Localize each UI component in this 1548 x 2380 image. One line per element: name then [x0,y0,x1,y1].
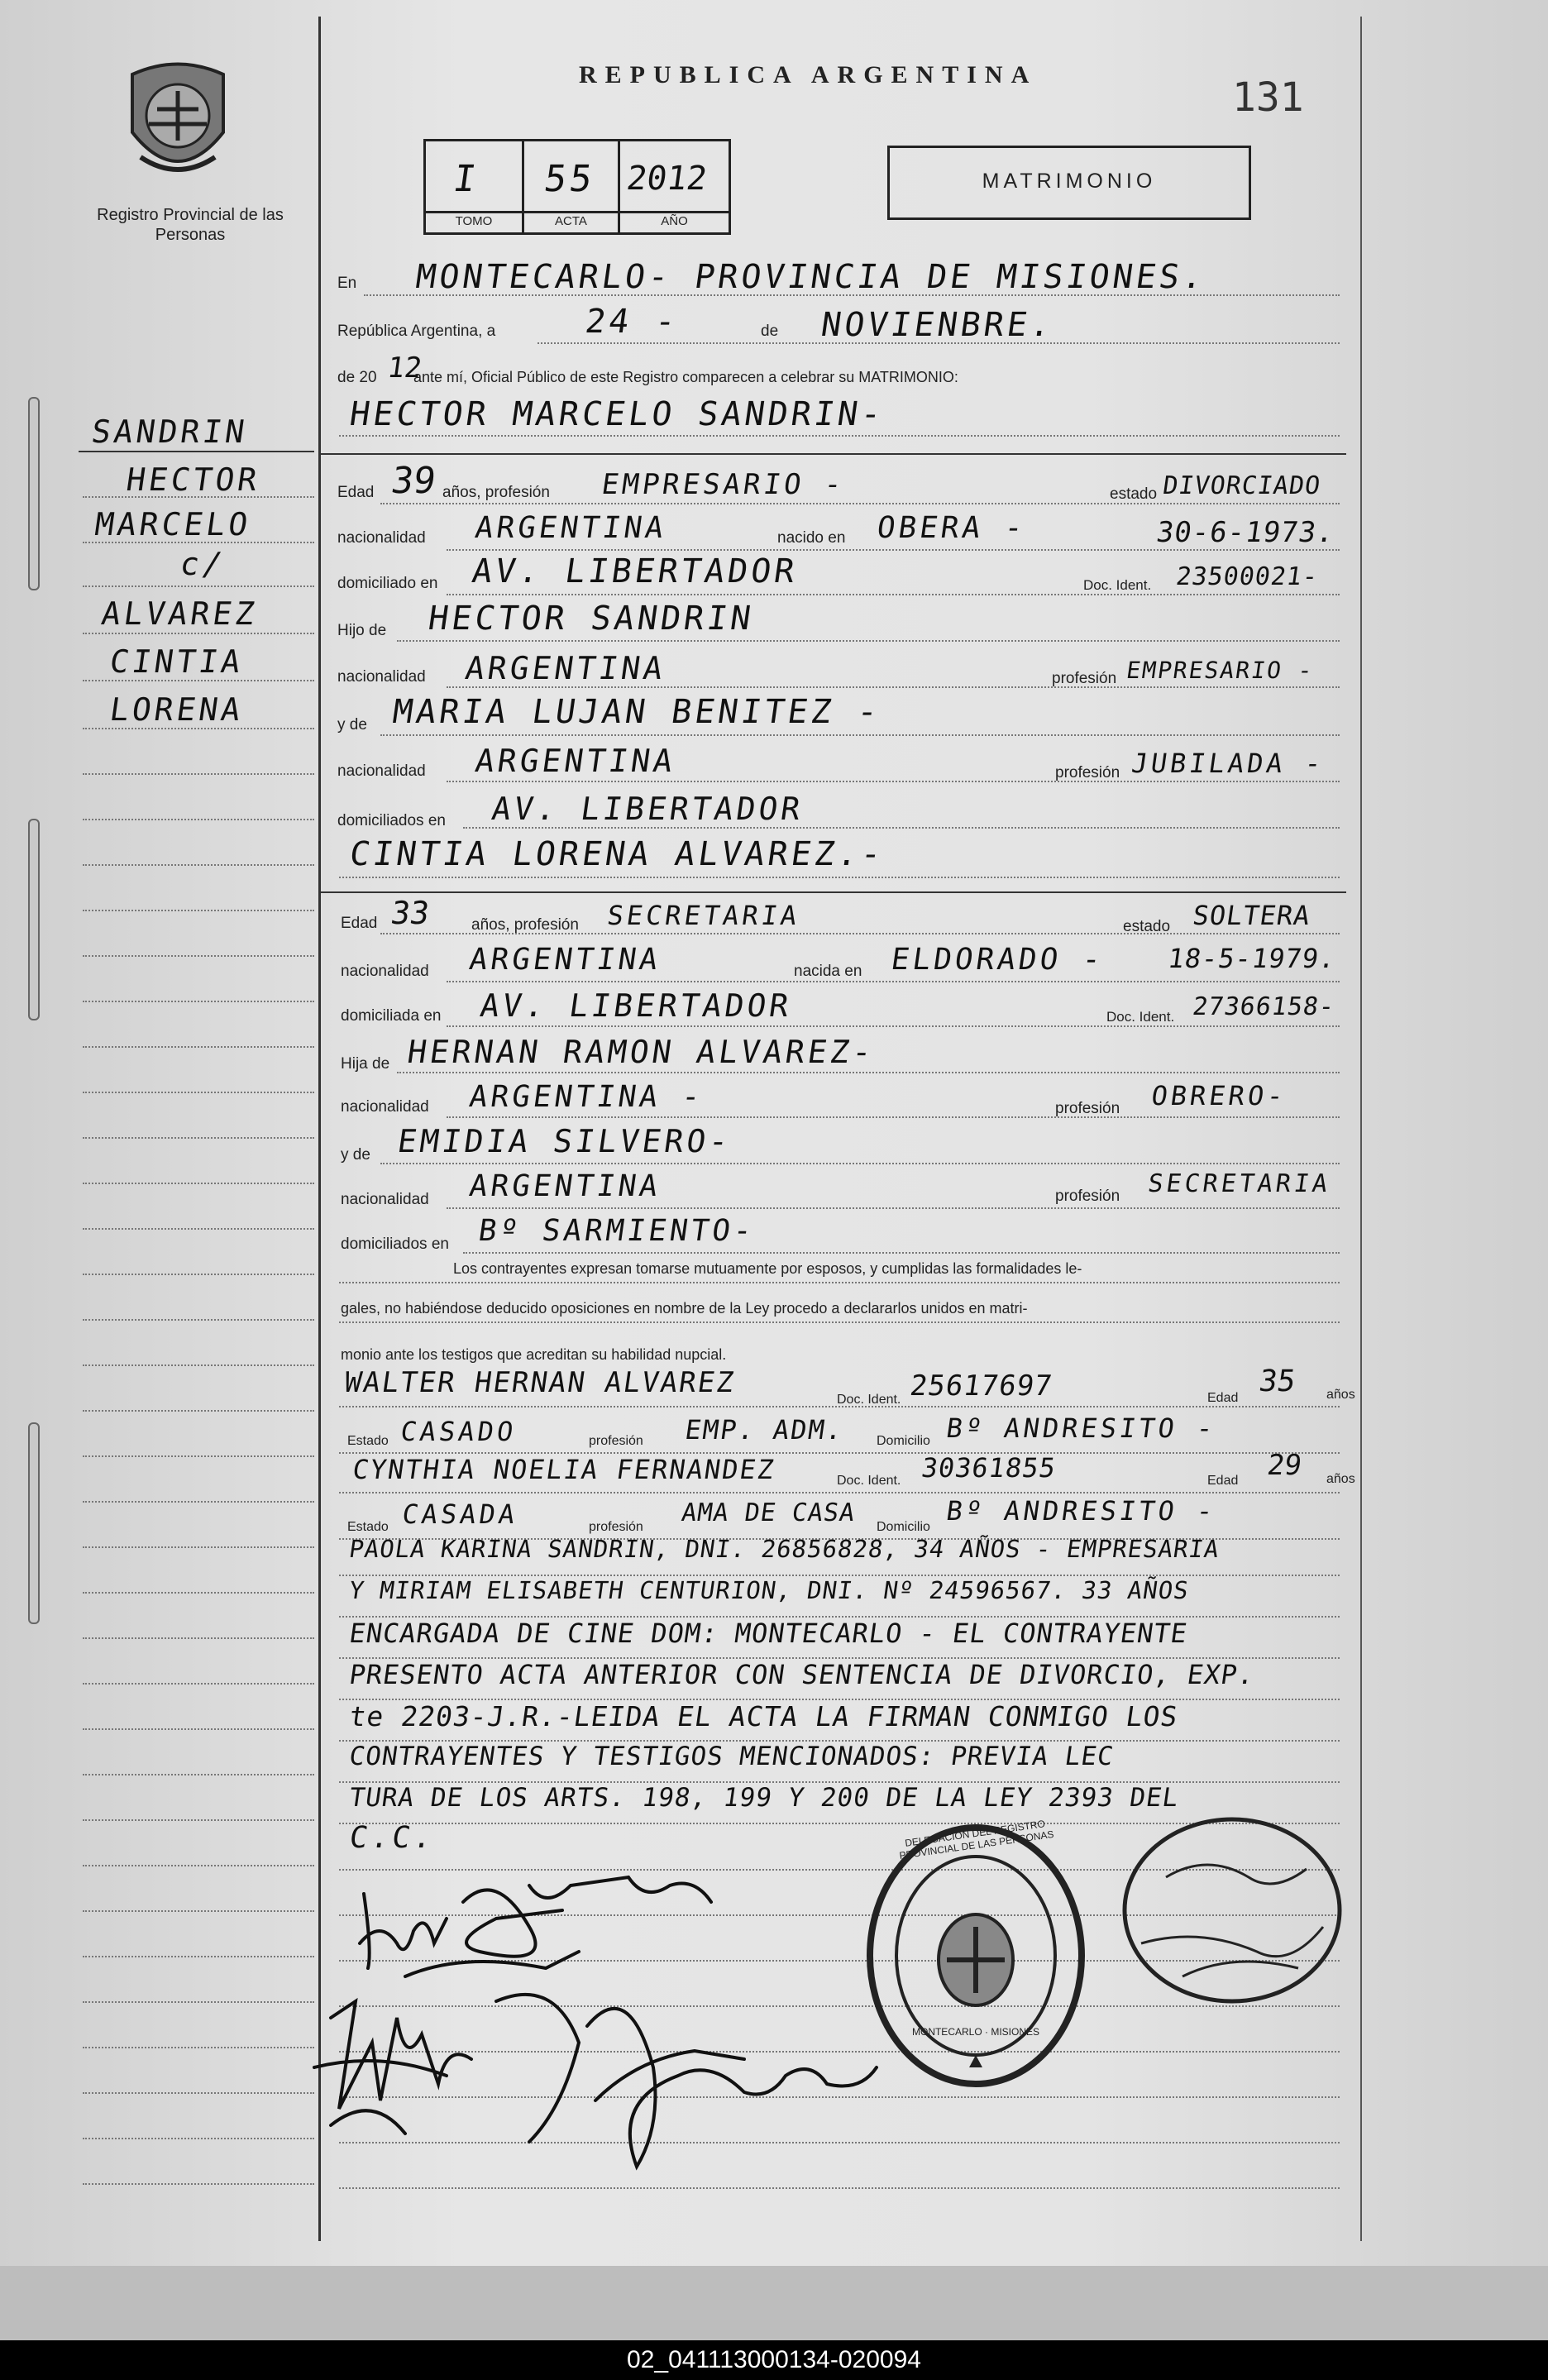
groom-edad: 39 [389,460,439,502]
groom-name: HECTOR MARCELO SANDRIN- [347,395,887,433]
margin-line: CINTIA [108,643,246,680]
bride-name: CINTIA LORENA ALVAREZ.- [347,835,887,873]
groom-domiciliados: AV. LIBERTADOR [490,791,806,827]
note-line: ENCARGADA DE CINE DOM: MONTECARLO - EL CONTRAYENTE [347,1618,1190,1649]
hijo-label: Hijo de [337,622,387,639]
domiciliados-label: domiciliados en [341,1235,449,1253]
witness-doc: 30361855 [920,1452,1058,1484]
bride-doc: 27366158- [1191,992,1337,1021]
nacionalidad-label: nacionalidad [337,762,426,780]
declaration-line: Los contrayentes expresan tomarse mutuamente por esposos, y cumplidas las formalidades le- [453,1260,1082,1277]
note-line: CONTRAYENTES Y TESTIGOS MENCIONADOS: PREVIA LEC [347,1742,1116,1771]
profesion-label: profesión [1055,1188,1120,1205]
en-label: En [337,275,357,292]
bride-madre-profesion: SECRETARIA [1146,1169,1333,1198]
acta-value: 55 [542,158,599,200]
binding-hole [28,1422,40,1624]
official-stamp [860,1819,1092,2092]
nacionalidad-label: nacionalidad [341,1191,429,1208]
groom-doc: 23500021- [1174,562,1321,591]
witness-name: WALTER HERNAN ALVAREZ [342,1366,738,1399]
note-line: te 2203-J.R.-LEIDA EL ACTA LA FIRMAN CONMIGO LOS [347,1700,1181,1732]
declaration-line: monio ante los testigos que acreditan su habilidad nupcial. [341,1346,727,1363]
doc-label: Doc. Ident. [837,1393,901,1407]
groom-domicilio: AV. LIBERTADOR [470,552,800,590]
record-type-box [887,146,1251,220]
domicilio-label: Domicilio [877,1520,930,1534]
witness-estado: CASADO [399,1416,518,1447]
yde-label: y de [337,716,367,734]
margin-line: ALVAREZ [99,595,260,632]
page-number: 131 [1232,74,1304,121]
tomo-label: TOMO [455,214,493,228]
stamp-outer-text: DELEGACION DEL REGISTRO PROVINCIAL DE LAS PERSONAS [898,1818,1055,1861]
groom-madre: MARIA LUJAN BENITEZ - [390,693,884,731]
republica-label: República Argentina, a [337,323,496,340]
declaration-line: gales, no habiéndose deducido oposiciones en nombre de la Ley procedo a declararlos unidos en matri- [341,1300,1028,1317]
domiciliados-label: domiciliados en [337,812,446,829]
stamp-inner-text: MONTECARLO · MISIONES [911,2026,1039,2038]
margin-underline [79,451,314,452]
domicilio-label: Domicilio [877,1434,930,1448]
nacionalidad-label: nacionalidad [337,668,426,686]
note-line: TURA DE LOS ARTS. 198, 199 Y 200 DE LA LEY 2393 DEL [347,1783,1181,1813]
country-title: REPUBLICA ARGENTINA [579,61,1038,88]
official-signature-seal [1108,1803,1356,2018]
anios-profesion-label: años, profesión [442,484,550,501]
bride-padre: HERNAN RAMON ALVAREZ- [405,1034,877,1070]
profesion-label: profesión [589,1434,643,1448]
groom-fecha-nac: 30-6-1973. [1154,516,1337,549]
place-value: MONTECARLO- PROVINCIA DE MISIONES. [413,258,1209,296]
edad-label: Edad [341,915,378,932]
day-value: 24 - [583,303,681,341]
bride-madre-nacionalidad: ARGENTINA [467,1169,663,1203]
edad-label: Edad [1207,1391,1239,1405]
witness-doc: 25617697 [908,1369,1055,1403]
year-suffix: 12 [385,351,424,385]
doc-label: Doc. Ident. [1106,1009,1175,1025]
domicilio-label: domiciliada en [341,1007,442,1025]
witness-profesion: EMP. ADM. [683,1414,846,1446]
witness-domicilio: Bº ANDRESITO - [944,1495,1219,1527]
note-line: PAOLA KARINA SANDRIN, DNI. 26856828, 34 AÑOS - EMPRESARIA [347,1535,1221,1563]
nacido-label: nacido en [777,529,846,547]
domicilio-label: domiciliado en [337,575,438,592]
ante-text: ante mí, Oficial Público de este Registro comparecen a celebrar su MATRIMONIO: [413,369,958,385]
binding-hole [28,819,40,1020]
profesion-label: profesión [589,1520,643,1534]
binding-hole [28,397,40,590]
groom-estado: DIVORCIADO [1161,471,1323,500]
groom-nacido: OBERA - [875,511,1029,545]
doc-label: Doc. Ident. [837,1474,901,1488]
estado-label: estado [1110,485,1158,503]
profesion-label: profesión [1055,1100,1120,1117]
bride-domicilio: AV. LIBERTADOR [478,987,795,1024]
bride-profesion: SECRETARIA [605,900,802,931]
witness-edad: 29 [1265,1449,1304,1482]
margin-line: MARCELO [93,506,254,542]
groom-padre: HECTOR SANDRIN [426,600,757,638]
profesion-label: profesión [1055,764,1120,781]
anios-profesion-label: años, profesión [471,916,579,934]
margin-line: LORENA [108,691,246,728]
anios-label: años [1326,1472,1355,1486]
witness-profesion: AMA DE CASA [680,1498,858,1527]
yde-label: y de [341,1146,370,1164]
note-line: PRESENTO ACTA ANTERIOR CON SENTENCIA DE DIVORCIO, EXP. [347,1659,1257,1690]
registry-name: Registro Provincial de las Personas [97,206,284,244]
province-seal-icon [124,58,232,190]
witness-edad: 35 [1257,1364,1298,1398]
note-line: Y MIRIAM ELISABETH CENTURION, DNI. Nº 24596567. 33 AÑOS [347,1576,1192,1604]
bride-madre: EMIDIA SILVERO- [395,1123,734,1159]
nacida-label: nacida en [794,963,862,980]
note-line: C.C. [347,1821,437,1855]
tomo-acta-anio-box [423,139,731,235]
groom-nacionalidad: ARGENTINA [473,511,669,545]
witness-estado: CASADA [400,1498,520,1530]
profesion-label: profesión [1052,670,1117,687]
groom-madre-nacionalidad: ARGENTINA [473,743,679,779]
month-value: NOVIENBRE. [819,306,1057,344]
de-label: de [761,323,779,340]
doc-label: Doc. Ident. [1083,577,1152,593]
estado-label: Estado [347,1434,389,1448]
anios-label: años [1326,1388,1355,1402]
witness-domicilio: Bº ANDRESITO - [944,1412,1219,1444]
acta-label: ACTA [555,214,587,228]
nacionalidad-label: nacionalidad [341,963,429,980]
bride-nacida: ELDORADO - [889,943,1106,977]
margin-line: SANDRIN [89,413,251,450]
estado-label: Estado [347,1520,389,1534]
bride-padre-profesion: OBRERO- [1149,1080,1289,1111]
tomo-value: I [451,158,482,200]
bride-nacionalidad: ARGENTINA [467,943,663,977]
image-id-footer: 02_041113000134-020094 [0,2340,1548,2380]
margin-line: c/ [178,546,227,582]
nacionalidad-label: nacionalidad [341,1098,429,1116]
bride-domiciliados: Bº SARMIENTO- [476,1214,757,1248]
hija-label: Hija de [341,1055,390,1073]
groom-madre-profesion: JUBILADA - [1130,748,1326,779]
estado-label: estado [1123,918,1171,935]
edad-label: Edad [1207,1474,1239,1488]
right-border [1360,17,1362,2241]
groom-profesion: EMPRESARIO - [600,468,848,501]
margin-line: HECTOR [124,461,263,498]
bride-edad: 33 [389,895,432,931]
nacionalidad-label: nacionalidad [337,529,426,547]
anio-label: AÑO [661,214,688,228]
witness-name: CYNTHIA NOELIA FERNANDEZ [351,1454,777,1485]
record-type: MATRIMONIO [982,170,1157,193]
anio-value: 2012 [624,160,710,198]
bride-estado: SOLTERA [1191,900,1313,931]
groom-padre-profesion: EMPRESARIO - [1125,657,1316,684]
bride-fecha-nac: 18-5-1979. [1166,943,1338,974]
bride-padre-nacionalidad: ARGENTINA - [467,1080,706,1114]
year-prefix: de 20 [337,369,377,386]
signatures-image [281,1852,926,2200]
edad-label: Edad [337,484,375,501]
groom-padre-nacionalidad: ARGENTINA [463,650,669,686]
